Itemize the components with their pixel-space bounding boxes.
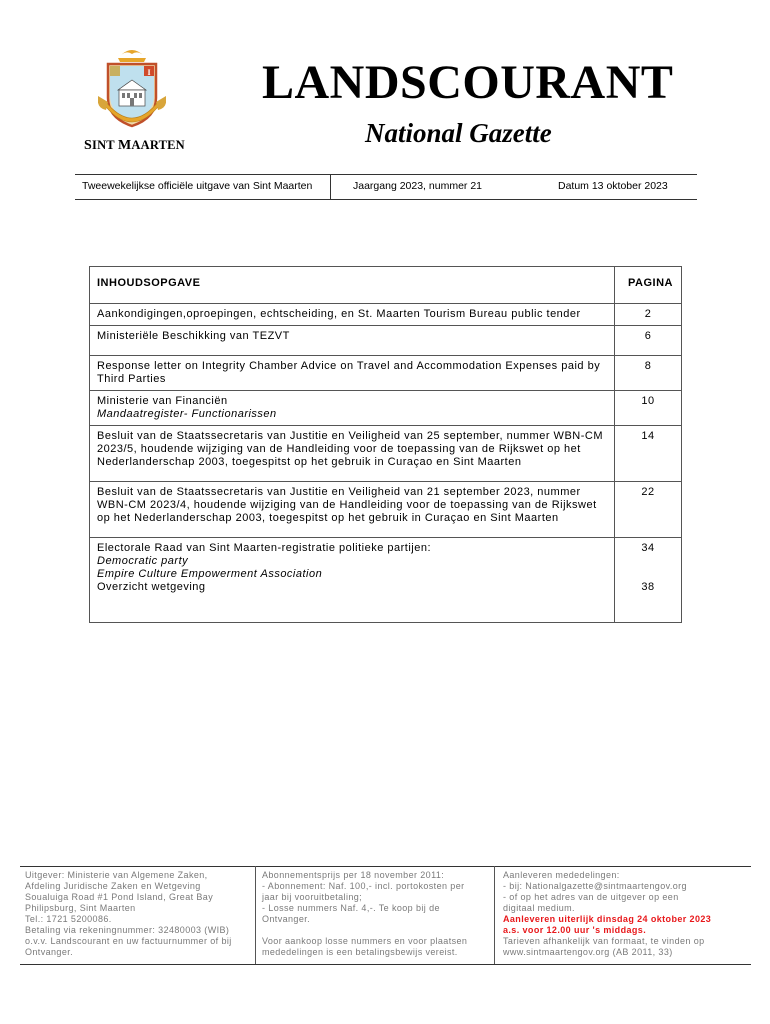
country-text-2: AARTEN [131, 138, 185, 152]
footer-line: Philipsburg, Sint Maarten [25, 903, 136, 913]
toc-row [90, 326, 682, 356]
toc-header-page: PAGINA [615, 267, 682, 304]
country-initial-m: M [117, 138, 132, 153]
toc-header-contents: INHOUDSOPGAVE [90, 267, 615, 304]
footer-line: Ontvanger. [262, 914, 311, 924]
toc-row [90, 482, 682, 538]
toc-row [90, 426, 682, 482]
toc-row [90, 304, 682, 326]
footer-line: Uitgever: Ministerie van Algemene Zaken, [25, 870, 208, 880]
footer-divider-2 [494, 866, 495, 964]
toc-page-number: 38 [641, 581, 655, 593]
footer-line: Afdeling Juridische Zaken en Wetgeving [25, 881, 201, 891]
toc-entry-subtitle: Democratic party [97, 555, 189, 567]
toc-entry [90, 304, 615, 326]
toc-entry-title: Electorale Raad van Sint Maarten-registratie politieke partijen: [97, 542, 432, 554]
toc-row [90, 356, 682, 391]
toc-entry-subtitle: Empire Culture Empowerment Association [97, 568, 323, 580]
footer-line: Tel.: 1721 5200086. [25, 914, 112, 924]
toc-entry [90, 356, 615, 391]
country-initial-s: S [84, 138, 92, 153]
toc-entry-title: Overzicht wetgeving [97, 581, 206, 593]
toc-entry-title: Aankondigingen,oproepingen, echtscheiding, en St. Maarten Tourism Bureau public tender [97, 308, 581, 320]
footer-submission-info [503, 870, 711, 958]
toc-entry-title: Besluit van de Staatssecretaris van Justitie en Veiligheid van 21 september 2023, nummer WBN-CM 2023/4, houdende wijziging van de Handleiding voor de toepassing van de Rijkswet op het Nederlanderschap 2003, toegespitst op het gebruik in Curaçao en Sint Maarten [97, 486, 597, 524]
toc-header-row [90, 267, 682, 304]
footer-subscription-info [262, 870, 467, 958]
footer-line: jaar bij vooruitbetaling; [262, 892, 363, 902]
footer-line: - of op het adres van de uitgever op een [503, 892, 679, 902]
footer-line: Abonnementsprijs per 18 november 2011: [262, 870, 445, 880]
toc-entry [90, 482, 615, 538]
footer-line: Ontvanger. [25, 947, 74, 957]
toc-entry [90, 326, 615, 356]
footer-top-rule [20, 866, 751, 867]
footer-line: Tarieven afhankelijk van formaat, te vinden op [503, 936, 705, 946]
footer-divider-1 [255, 866, 256, 964]
footer-bottom-rule [20, 964, 751, 965]
footer-line: Betaling via rekeningnummer: 32480003 (WIB) [25, 925, 230, 935]
toc-page-number: 22 [615, 482, 682, 538]
footer-line: digitaal medium. [503, 903, 575, 913]
publication-type: Tweewekelijkse officiële uitgave van Sint Maarten [82, 180, 313, 192]
header-bottom-rule [75, 199, 697, 200]
issue-number: Jaargang 2023, nummer 21 [353, 180, 482, 192]
gazette-subtitle: National Gazette [365, 118, 552, 148]
toc-entry-title: Besluit van de Staatssecretaris van Justitie en Veiligheid van 25 september, nummer WBN-CM 2023/5, houdende wijziging van de Handleiding voor de toepassing van de Rijkswet op het Nederlanderschap 2003, toegespitst op het gebruik in Curaçao en Sint Maarten [97, 430, 603, 468]
toc-entry [90, 426, 615, 482]
footer-line: Aanleveren mededelingen: [503, 870, 620, 880]
coat-of-arms-logo [98, 46, 166, 134]
footer-website-line: www.sintmaartengov.org (AB 2011, 33) [503, 947, 673, 957]
toc-row [90, 538, 682, 623]
toc-entry [90, 391, 615, 426]
footer-line: - Abonnement: Naf. 100,- incl. portokosten per [262, 881, 465, 891]
toc-page-number: 8 [615, 356, 682, 391]
toc-entry-subtitle: Mandaatregister- Functionarissen [97, 408, 277, 420]
table-of-contents [89, 266, 682, 623]
footer-line [262, 925, 467, 936]
footer-line: Voor aankoop losse nummers en voor plaatsen [262, 936, 468, 946]
country-name [84, 138, 185, 154]
footer-line: Soualuiga Road #1 Pond Island, Great Bay [25, 892, 214, 902]
footer-line: - Losse nummers Naf. 4,-. Te koop bij de [262, 903, 440, 913]
footer-publisher-info [25, 870, 232, 958]
footer-line: mededelingen is een betalingsbewijs vereist. [262, 947, 458, 957]
toc-entry [90, 538, 615, 623]
toc-entry-title: Ministeriële Beschikking van TEZVT [97, 330, 290, 342]
footer-deadline-line: Aanleveren uiterlijk dinsdag 24 oktober 2023 [503, 914, 712, 924]
toc-page-numbers [615, 538, 682, 623]
toc-entry-title: Response letter on Integrity Chamber Advice on Travel and Accommodation Expenses paid by Third Parties [97, 360, 601, 385]
issue-date: Datum 13 oktober 2023 [558, 180, 668, 192]
toc-row [90, 391, 682, 426]
footer-line: o.v.v. Landscourant en uw factuurnummer of bij [25, 936, 232, 946]
toc-page-number: 6 [615, 326, 682, 356]
country-text-1: INT [92, 138, 118, 152]
gazette-title: LANDSCOURANT [262, 56, 674, 109]
svg-text:I: I [147, 68, 151, 77]
toc-page-number: 14 [615, 426, 682, 482]
footer-email-line: - bij: Nationalgazette@sintmaartengov.org [503, 881, 687, 891]
header-divider [330, 175, 331, 199]
header-top-rule [75, 174, 697, 175]
toc-page-number: 34 [641, 542, 655, 554]
toc-page-number: 10 [615, 391, 682, 426]
toc-page-number: 2 [615, 304, 682, 326]
footer-deadline-line: a.s. voor 12.00 uur 's middags. [503, 925, 647, 935]
toc-entry-title: Ministerie van Financiën [97, 395, 228, 407]
